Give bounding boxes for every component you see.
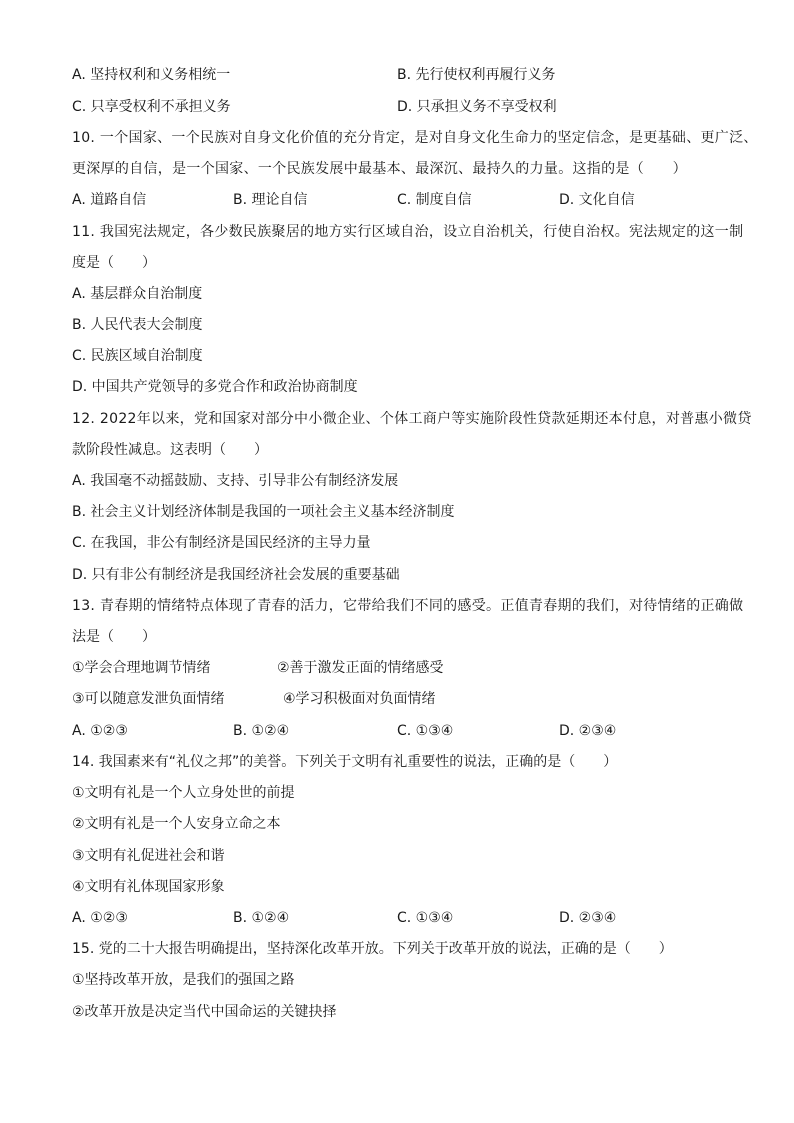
q9-option-b: B. 先行使权利再履行义务	[397, 67, 556, 83]
q11-option-c: C. 民族区域自治制度	[72, 348, 203, 364]
q12-option-a: A. 我国毫不动摇鼓励、支持、引导非公有制经济发展	[72, 473, 399, 489]
q12-option-c: C. 在我国，非公有制经济是国民经济的主导力量	[72, 535, 371, 551]
q14-option-c: C. ①③④	[397, 910, 454, 926]
q13-option-d: D. ②③④	[559, 723, 617, 739]
q11-stem-line-2: 度是（ ）	[72, 255, 156, 271]
q13-options	[72, 721, 732, 741]
q11-stem-line-1: 11. 我国宪法规定，各少数民族聚居的地方实行区域自治，设立自治机关，行使自治权。宪法规定的这一制	[72, 224, 744, 240]
q14-statement-3: ③文明有礼促进社会和谐	[72, 848, 225, 864]
q13-statements-row-1	[72, 658, 732, 678]
q10-option-a: A. 道路自信	[72, 192, 147, 208]
q11-option-b: B. 人民代表大会制度	[72, 317, 203, 333]
q13-statement-2: ②善于激发正面的情绪感受	[277, 660, 444, 676]
q14-statement-4: ④文明有礼体现国家形象	[72, 879, 225, 895]
q15-statement-1: ①坚持改革开放，是我们的强国之路	[72, 972, 295, 988]
q13-statements-row-2	[72, 689, 732, 709]
q13-stem-line-2: 法是（ ）	[72, 629, 156, 645]
q14-option-a: A. ①②③	[72, 910, 128, 926]
q12-option-d: D. 只有非公有制经济是我国经济社会发展的重要基础	[72, 567, 400, 583]
q9-option-d: D. 只承担义务不享受权利	[397, 99, 557, 115]
q13-statement-3: ③可以随意发泄负面情绪	[72, 691, 225, 707]
q10-stem-line-1: 10. 一个国家、一个民族对自身文化价值的充分肯定，是对自身文化生命力的坚定信念，是更基础、更广泛、	[72, 130, 758, 146]
q15-statement-2: ②改革开放是决定当代中国命运的关键抉择	[72, 1004, 337, 1020]
q10-stem-line-2: 更深厚的自信，是一个国家、一个民族发展中最基本、最深沉、最持久的力量。这指的是（ ）	[72, 161, 687, 177]
q9-option-c: C. 只享受权利不承担义务	[72, 99, 231, 115]
q14-option-d: D. ②③④	[559, 910, 617, 926]
q11-option-d: D. 中国共产党领导的多党合作和政治协商制度	[72, 379, 358, 395]
q10-option-c: C. 制度自信	[397, 192, 472, 208]
q10-option-b: B. 理论自信	[233, 192, 308, 208]
q14-stem-line-1: 14. 我国素来有“礼仪之邦”的美誉。下列关于文明有礼重要性的说法，正确的是（ ）	[72, 754, 618, 770]
q13-option-c: C. ①③④	[397, 723, 454, 739]
q12-option-b: B. 社会主义计划经济体制是我国的一项社会主义基本经济制度	[72, 504, 455, 520]
q12-stem-line-2: 款阶段性减息。这表明（ ）	[72, 442, 268, 458]
q13-statement-4: ④学习积极面对负面情绪	[283, 691, 436, 707]
q10-option-d: D. 文化自信	[559, 192, 635, 208]
q15-stem-line-1: 15. 党的二十大报告明确提出，坚持深化改革开放。下列关于改革开放的说法，正确的是（ ）	[72, 941, 673, 957]
q14-statement-2: ②文明有礼是一个人安身立命之本	[72, 816, 281, 832]
q13-option-b: B. ①②④	[233, 723, 290, 739]
q14-options	[72, 908, 732, 928]
q13-statement-1: ①学会合理地调节情绪	[72, 660, 211, 676]
q9-option-a: A. 坚持权利和义务相统一	[72, 67, 231, 83]
q12-stem-line-1: 12. 2022年以来，党和国家对部分中小微企业、个体工商户等实施阶段性贷款延期还本付息，对普惠小微贷	[72, 411, 752, 427]
q14-option-b: B. ①②④	[233, 910, 290, 926]
q13-option-a: A. ①②③	[72, 723, 128, 739]
q11-option-a: A. 基层群众自治制度	[72, 286, 203, 302]
q10-options	[72, 190, 732, 210]
q14-statement-1: ①文明有礼是一个人立身处世的前提	[72, 785, 295, 801]
q13-stem-line-1: 13. 青春期的情绪特点体现了青春的活力，它带给我们不同的感受。正值青春期的我们，对待情绪的正确做	[72, 598, 744, 614]
